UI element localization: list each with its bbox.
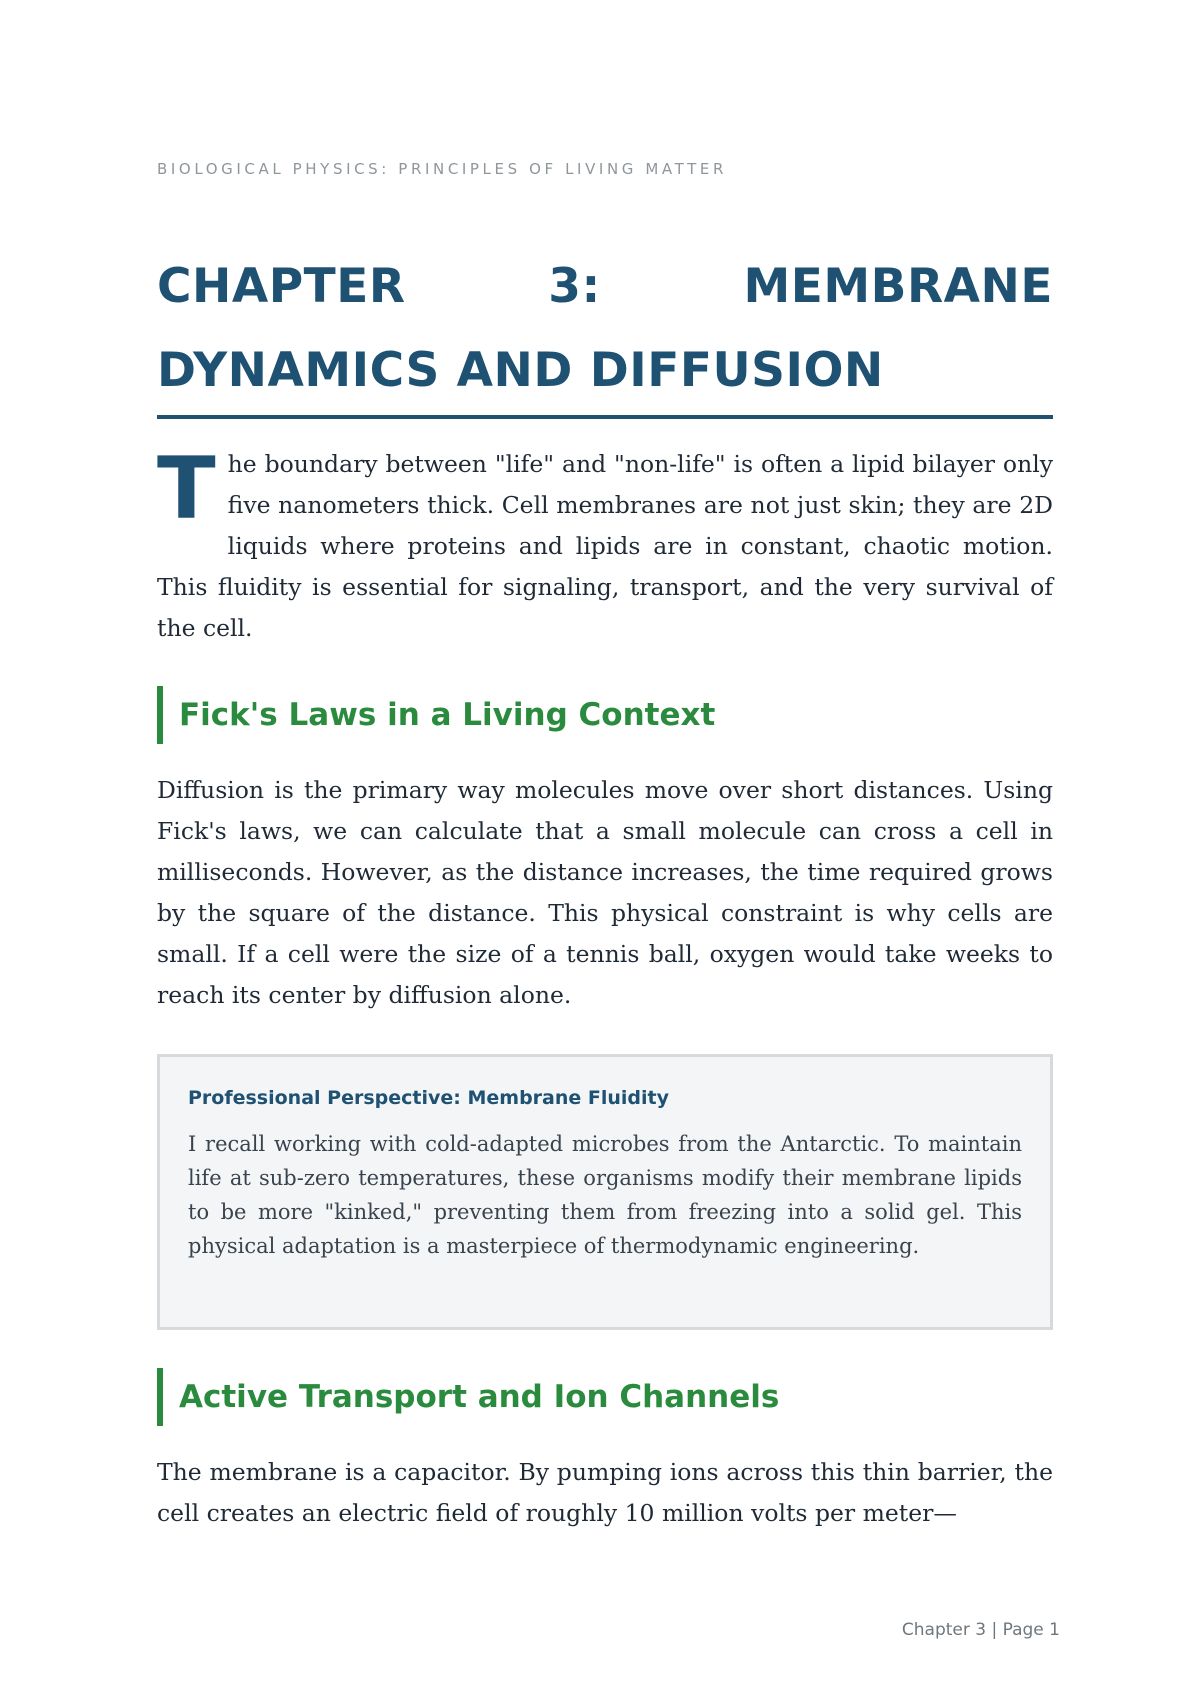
section-heading-text: Fick's Laws in a Living Context xyxy=(179,697,716,733)
intro-paragraph xyxy=(157,439,1053,649)
callout-title: Professional Perspective: Membrane Fluidity xyxy=(188,1087,670,1109)
section-heading-ficks-laws xyxy=(157,686,1053,744)
running-header: BIOLOGICAL PHYSICS: PRINCIPLES OF LIVING MATTER xyxy=(157,160,727,178)
section-paragraph-active-transport: The membrane is a capacitor. By pumping ions across this thin barrier, the cell creates an electric field of roughly 10 million volts per meter— xyxy=(157,1458,1053,1527)
intro-text: he boundary between "life" and "non-life" is often a lipid bilayer only five nanometers thick. Cell membranes are not just skin; they are 2D liquids where proteins and lipids are in constant, chaotic motion. This fluidity is essential for signaling, transport, and the very survival of the cell. xyxy=(157,450,1053,642)
section-heading-active-transport xyxy=(157,1368,1053,1426)
page-footer: Chapter 3 | Page 1 xyxy=(901,1620,1060,1640)
drop-cap: T xyxy=(157,439,216,539)
chapter-title: CHAPTER 3: MEMBRANE DYNAMICS AND DIFFUSION xyxy=(157,259,1053,398)
professional-perspective-callout xyxy=(157,1054,1053,1330)
section-heading-text: Active Transport and Ion Channels xyxy=(179,1379,780,1415)
title-divider xyxy=(157,415,1053,419)
callout-body: I recall working with cold-adapted microbes from the Antarctic. To maintain life at sub-zero temperatures, these organisms modify their membrane lipids to be more "kinked," preventing them from freezing into a solid gel. This physical adaptation is a masterpiece of thermodynamic engineering. xyxy=(188,1132,1022,1258)
section-paragraph-ficks-laws: Diffusion is the primary way molecules move over short distances. Using Fick's laws, we can calculate that a small molecule can cross a cell in milliseconds. However, as the distance increases, the time required grows by the square of the distance. This physical constraint is why cells are small. If a cell were the size of a tennis ball, oxygen would take weeks to reach its center by diffusion alone. xyxy=(157,776,1053,1009)
